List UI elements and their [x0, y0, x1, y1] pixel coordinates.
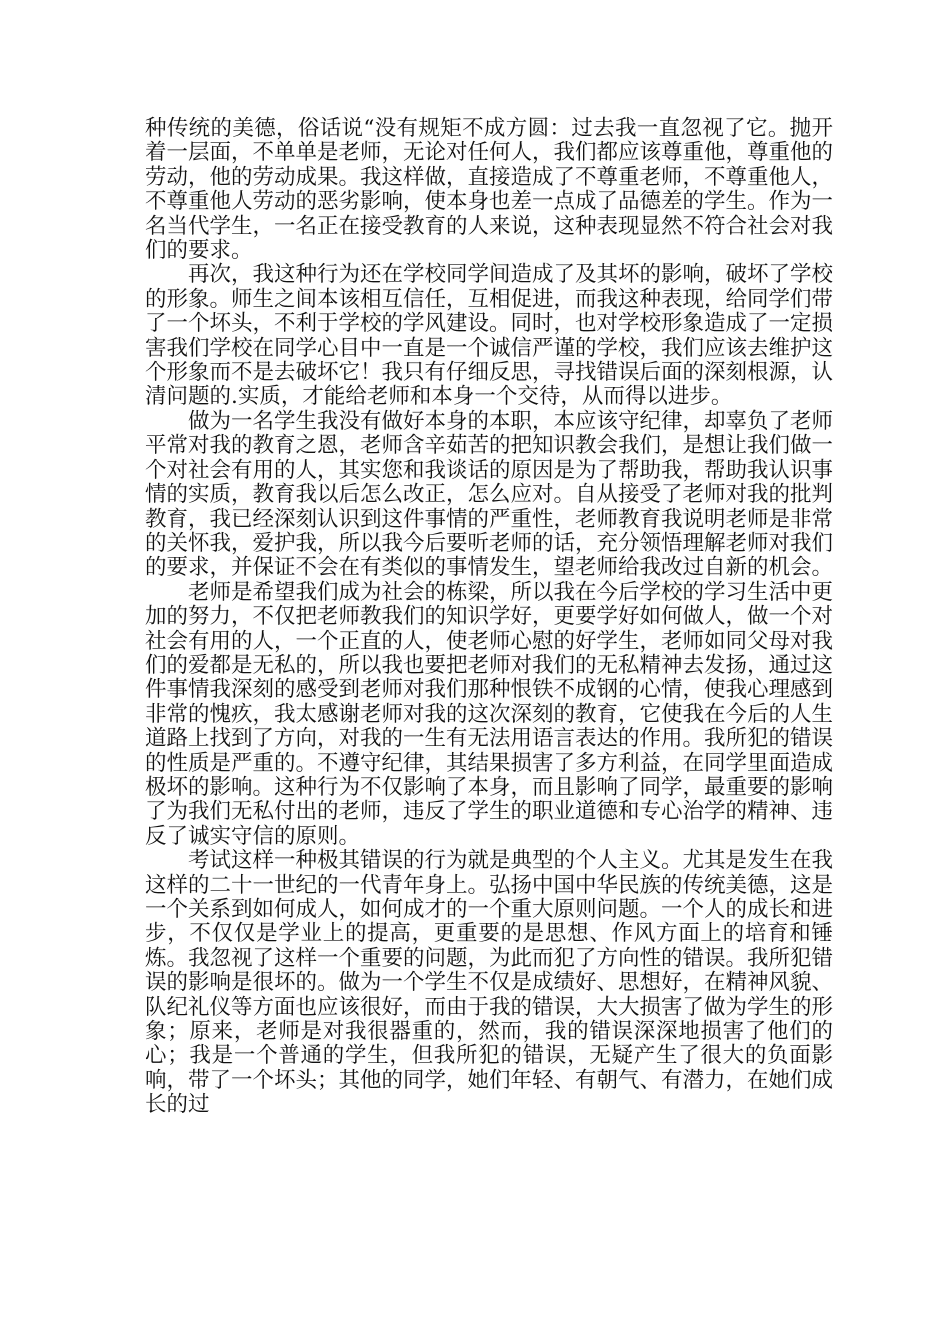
paragraph-1: 种传统的美德，俗话说“没有规矩不成方圆：过去我一直忽视了它。抛开着一层面，不单单是老师，无论对任何人，我们都应该尊重他，尊重他的劳动，他的劳动成果。我这样做，直接造成了不尊重老师，不尊重他人，不尊重他人劳动的恶劣影响，使本身也差一点成了品德差的学生。作为一名当代学生，一名正在接受教育的人来说，这种表现显然不符合社会对我们的要求。: [145, 116, 834, 264]
paragraph-4: 老师是希望我们成为社会的栋梁，所以我在今后学校的学习生活中更加的努力，不仅把老师教我们的知识学好，更要学好如何做人，做一个对社会有用的人，一个正直的人，使老师心慰的好学生，老师如同父母对我们的爱都是无私的，所以我也要把老师对我们的无私精神去发扬，通过这件事情我深刻的感受到老师对我们那种恨铁不成钢的心情，使我心理感到非常的愧疚，我太感谢老师对我的这次深刻的教育，它使我在今后的人生道路上找到了方向，对我的一生有无法用语言表达的作用。我所犯的错误的性质是严重的。不遵守纪律，其结果损害了多方利益，在同学里面造成极坏的影响。这种行为不仅影响了本身，而且影响了同学，最重要的影响了为我们无私付出的老师，违反了学生的职业道德和专心治学的精神、违反了诚实守信的原则。: [145, 579, 834, 849]
paragraph-5: 考试这样一种极其错误的行为就是典型的个人主义。尤其是发生在我这样的二十一世纪的一代青年身上。弘扬中国中华民族的传统美德，这是一个关系到如何成人，如何成才的一个重大原则问题。一个人的成长和进步，不仅仅是学业上的提高，更重要的是思想、作风方面上的培育和锤炼。我忽视了这样一个重要的问题，为此而犯了方向性的错误。我所犯错误的影响是很坏的。做为一个学生不仅是成绩好、思想好，在精神风貌、队纪礼仪等方面也应该很好，而由于我的错误，大大损害了做为学生的形象；原来，老师是对我很器重的，然而，我的错误深深地损害了他们的心；我是一个普通的学生，但我所犯的错误，无疑产生了很大的负面影响，带了一个坏头；其他的同学，她们年轻、有朝气、有潜力，在她们成长的过: [145, 848, 834, 1118]
document-body: [145, 117, 833, 1118]
paragraph-3: 做为一名学生我没有做好本身的本职，本应该守纪律，却辜负了老师平常对我的教育之恩，老师含辛茹苦的把知识教会我们，是想让我们做一个对社会有用的人，其实您和我谈话的原因是为了帮助我，帮助我认识事情的实质，教育我以后怎么改正，怎么应对。自从接受了老师对我的批判教育，我已经深刻认识到这件事情的严重性，老师教育我说明老师是非常的关怀我，爱护我，所以我今后要听老师的话，充分领悟理解老师对我们的要求，并保证不会在有类似的事情发生，望老师给我改过自新的机会。: [145, 408, 834, 581]
paragraph-2: 再次，我这种行为还在学校同学间造成了及其坏的影响，破坏了学校的形象。师生之间本该相互信任，互相促进，而我这种表现，给同学们带了一个坏头，不利于学校的学风建设。同时，也对学校形象造成了一定损害我们学校在同学心目中一直是一个诚信严谨的学校，我们应该去维护这个形象而不是去破坏它！我只有仔细反思，寻找错误后面的深刻根源，认清问题的.实质，才能给老师和本身一个交待，从而得以进步。: [145, 262, 834, 410]
